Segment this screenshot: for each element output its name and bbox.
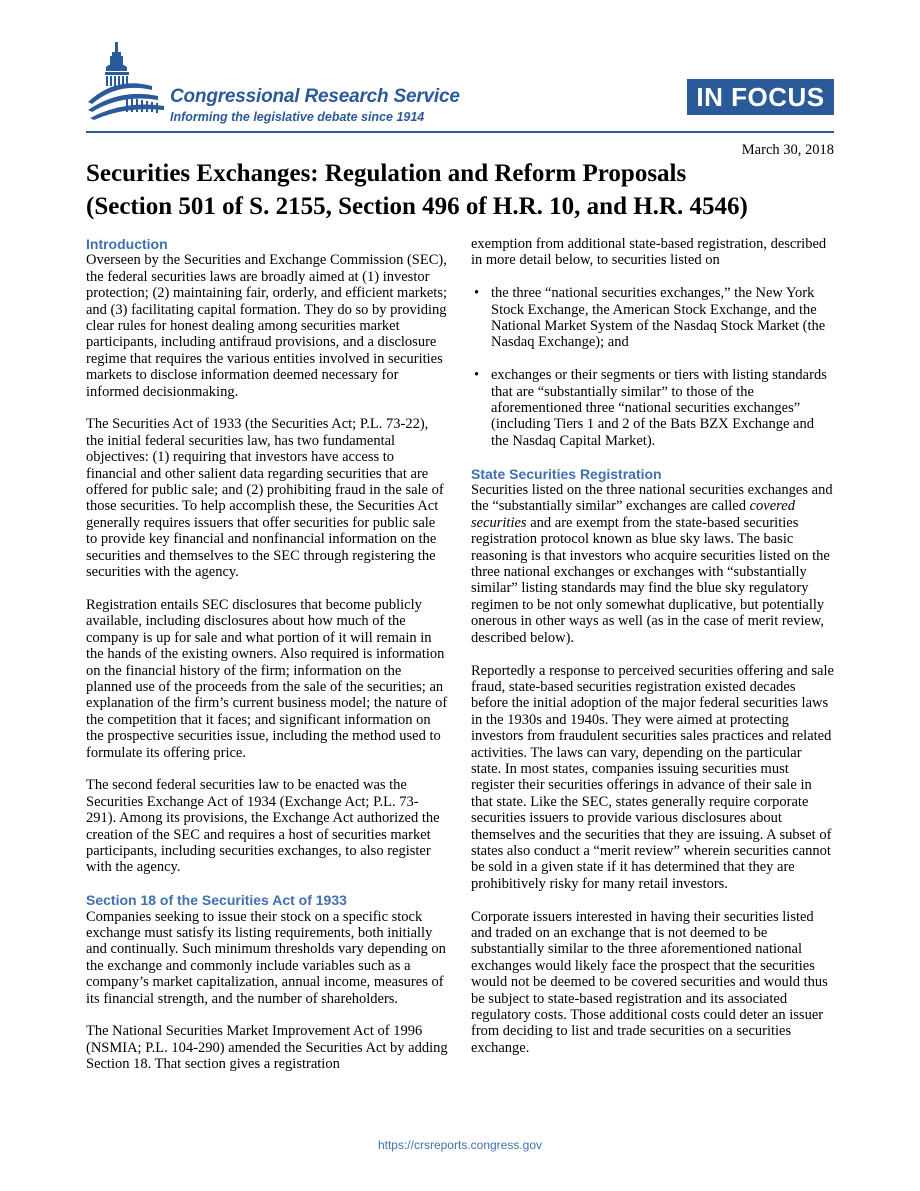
list-item-text: the three “national securities exchanges,” the New York Stock Exchange, the American Stock Exchange, and the National Market System of the Nasdaq Stock Market (the Nasdaq Exchange); and [491, 285, 826, 351]
right-column [471, 236, 835, 1073]
bullet-icon: • [474, 285, 480, 302]
paragraph: The National Securities Market Improvement Act of 1996 (NSMIA; P.L. 104-290) amended the Securities Act by adding Section 18. That section gives a registration [86, 1023, 448, 1073]
left-column [86, 236, 448, 1089]
bullet-icon: • [474, 367, 480, 384]
organization-branding [170, 86, 460, 125]
paragraph: Corporate issuers interested in having their securities listed and traded on an exchange that is not deemed to be substantially similar to the three aforementioned national exchanges would likely face the prospect that the securities would not be deemed to be covered securities and would thus be subject to state-based registration and its associated regulatory costs. Those additional costs could deter an issuer from deciding to list and trade securities on a securities exchange. [471, 908, 828, 1056]
footer-url-link[interactable]: https://crsreports.congress.gov [377, 1138, 543, 1152]
paragraph: The second federal securities law to be enacted was the Securities Exchange Act of 1934 (Exchange Act; P.L. 73-291). Among its provisions, the Exchange Act authorized the creation of the SEC and requires a host of securities market participants, including securities exchanges, to also register with the agency. [86, 777, 440, 876]
title-line-1: Securities Exchanges: Regulation and Reform Proposals [86, 160, 687, 187]
list-item [471, 285, 835, 351]
paragraph: Registration entails SEC disclosures that become publicly available, including disclosures about how much of the company is up for sale and what portion of it will remain in the hands of the existing owners. Also required is information on the financial history of the firm; information on the planned use of the proceeds from the sale of the securities; an explanation of the firm’s current business model; the nature of the competition that it faces; and significant information on the prospective securities issue, including the method used to formulate its offering price. [86, 596, 448, 761]
capitol-dome-icon [86, 40, 166, 132]
exchange-list [471, 285, 835, 449]
section-heading-introduction: Introduction [86, 236, 168, 252]
paragraph: Companies seeking to issue their stock on a specific stock exchange must satisfy its listing requirements, both initially and continually. Such minimum thresholds vary depending on the exchange and commonly include variables such as a company’s market capitalization, annual income, measures of its financial strength, and the number of shareholders. [86, 908, 446, 1007]
organization-tagline: Informing the legislative debate since 1914 [170, 110, 425, 124]
paragraph-text: and are exempt from the state-based securities registration protocol known as blue sky laws. The basic reasoning is that investors who acquire securities listed on the three national exchanges or exchanges with “substantially similar” listing standards may find the blue sky regulatory regimen to be not only somewhat duplicative, but potentially onerous in other ways as well (as in the case of merit review, described below). [471, 514, 830, 646]
publication-date: March 30, 2018 [741, 142, 834, 158]
paragraph-text: Securities listed on the three national securities exchanges and the “substantially similar” exchanges are called [471, 482, 833, 515]
paragraph: exemption from additional state-based registration, described in more detail below, to securities listed on [471, 236, 827, 269]
section-heading-state-registration: State Securities Registration [471, 465, 662, 482]
paragraph: The Securities Act of 1933 (the Securities Act; P.L. 73-22), the initial federal securities law, has two fundamental objectives: (1) requiring that investors have access to financial and other salient data regarding securities that are offered for public sale; and (2) prohibiting fraud in the sale of those securities. To help accomplish these, the Securities Act generally requires issuers that offer securities for public sale to provide key financial and nonfinancial information on the securities and themselves to the SEC through registering the securities with the agency. [86, 416, 444, 581]
organization-name: Congressional Research Service [170, 86, 460, 107]
list-item [471, 367, 835, 449]
section-heading-section-18: Section 18 of the Securities Act of 1933 [86, 892, 347, 909]
list-item-text: exchanges or their segments or tiers with listing standards that are “substantially similar” to those of the aforementioned three “national securities exchanges” (including Tiers 1 and 2 of the Bats BZX Exchange and the Nasdaq Capital Market). [491, 367, 827, 449]
title-line-2: (Section 501 of S. 2155, Section 496 of H.R. 10, and H.R. 4546) [86, 193, 748, 220]
paragraph: Reportedly a response to perceived securities offering and sale fraud, state-based securities registration existed decades before the initial adoption of the major federal securities laws in the 1930s and 1940s. They were aimed at protecting investors from fraudulent securities sales practices and related activities. The laws can vary, depending on the particular state. In most states, companies issuing securities must register their securities offerings in advance of their sale in that state. Like the SEC, states generally require corporate securities issuers to provide various disclosures about themselves and the securities that they are issuing. A subset of states also conduct a “merit review” wherein securities cannot be sold in a given state if it has determined that they are prohibitively risky for many retail investors. [471, 662, 834, 892]
paragraph [471, 482, 835, 646]
paragraph: Overseen by the Securities and Exchange Commission (SEC), the federal securities laws are broadly aimed at (1) investor protection; (2) maintaining fair, orderly, and efficient markets; and (3) facilitating capital formation. They do so by providing clear rules for honest dealing among securities market participants, including antifraud provisions, and a disclosure regime that requires the various entities involved in securities markets to disclose information deemed necessary for informed decisionmaking. [86, 252, 447, 400]
page-title [86, 157, 846, 223]
header-divider [86, 131, 834, 133]
emphasized-term: covered securities [471, 498, 795, 531]
in-focus-badge: IN FOCUS [687, 79, 834, 115]
